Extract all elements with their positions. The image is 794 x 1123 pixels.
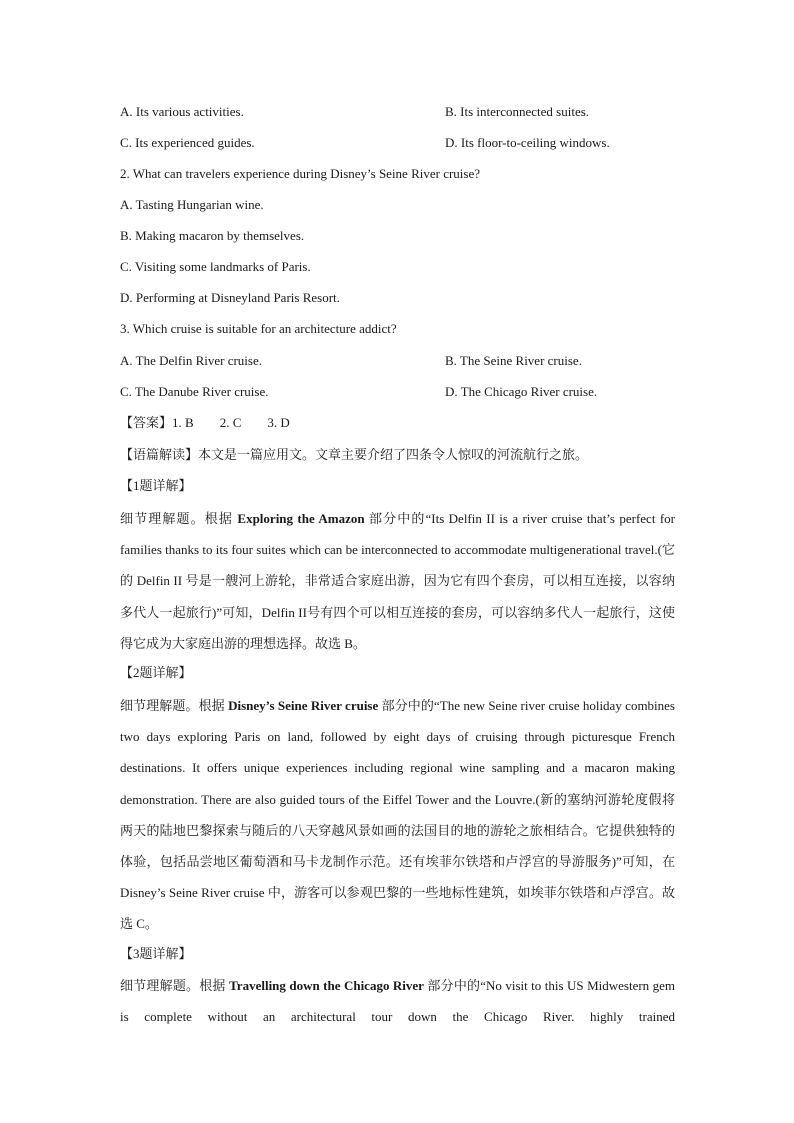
detail-1-pre: 细节理解题。根据 bbox=[120, 511, 238, 526]
detail-2-pre: 细节理解题。根据 bbox=[120, 698, 229, 713]
q3-stem: 3. Which cruise is suitable for an architecture addict? bbox=[120, 321, 397, 336]
q3-option-b: B. The Seine River cruise. bbox=[445, 353, 582, 368]
q1-option-c: C. Its experienced guides. bbox=[120, 135, 255, 150]
q1-option-b: B. Its interconnected suites. bbox=[445, 104, 590, 119]
q3-option-a: A. The Delfin River cruise. bbox=[120, 353, 262, 368]
q2-option-c: C. Visiting some landmarks of Paris. bbox=[120, 259, 311, 274]
q2-stem: 2. What can travelers experience during Disney’s Seine River cruise? bbox=[120, 166, 481, 181]
detail-1-section-name: Exploring the Amazon bbox=[237, 511, 365, 526]
q2-option-b: B. Making macaron by themselves. bbox=[120, 228, 305, 243]
detail-3-heading: 【3题详解】 bbox=[120, 946, 192, 961]
detail-2-section-name: Disney’s Seine River cruise bbox=[228, 698, 379, 713]
answer-item: 3. D bbox=[267, 415, 290, 430]
q2-option-a: A. Tasting Hungarian wine. bbox=[120, 197, 264, 212]
reading-line bbox=[120, 447, 588, 463]
q1-option-d: D. Its floor-to-ceiling windows. bbox=[445, 135, 610, 150]
q2-option-d: D. Performing at Disneyland Paris Resort. bbox=[120, 290, 340, 305]
detail-2-body: 部分中的“The new Seine river cruise holiday combines two days exploring Paris on land, followed by eight days of cruising through picturesque French destinations. It offers unique experiences including regional wine sampling and a macaron making demonstration. There are also guided tours of the Eiffel Tower and the Louvre.(新的塞纳河游轮度假将两天的陆地巴黎探索与随后的八天穿越风景如画的法国目的地的游轮之旅相结合。它提供独特的体验，包括品尝地区葡萄酒和马卡龙制作示范。还有埃菲尔铁塔和卢浮宫的导游服务)”可知，在 Disney’s Seine River cruise 中，游客可以参观巴黎的一些地标性建筑，如埃菲尔铁塔和卢浮宫。故选 C。 bbox=[120, 698, 675, 932]
reading-text: 本文是一篇应用文。文章主要介绍了四条令人惊叹的河流航行之旅。 bbox=[198, 447, 589, 462]
detail-1-paragraph bbox=[120, 503, 675, 663]
q3-option-c: C. The Danube River cruise. bbox=[120, 384, 269, 399]
q1-option-a: A. Its various activities. bbox=[120, 104, 244, 119]
detail-3-pre: 细节理解题。根据 bbox=[120, 978, 230, 993]
answer-item: 1. B bbox=[172, 415, 194, 430]
answer-item: 2. C bbox=[219, 415, 242, 430]
answer-line bbox=[120, 415, 290, 431]
detail-3-body: 部分中的“No visit to this US Midwestern gem is complete without an architectural tour down the Chicago River. highly trained bbox=[120, 978, 675, 1025]
detail-2-heading: 【2题详解】 bbox=[120, 665, 192, 680]
detail-3-paragraph bbox=[120, 970, 675, 1034]
answer-label: 【答案】 bbox=[120, 415, 173, 430]
reading-label: 【语篇解读】 bbox=[120, 447, 199, 462]
detail-1-heading: 【1题详解】 bbox=[120, 478, 192, 493]
q3-option-d: D. The Chicago River cruise. bbox=[445, 384, 598, 399]
detail-2-paragraph bbox=[120, 690, 675, 940]
detail-1-body: 部分中的“Its Delfin II is a river cruise that’s perfect for families thanks to its four suites which can be interconnected to accommodate multigenerational travel.(它的 Delfin II 号是一艘河上游轮，非常适合家庭出游，因为它有四个套房，可以相互连接，以容纳多代人一起旅行)”可知，Delfin II号有四个可以相互连接的套房，可以容纳多代人一起旅行，这使得它成为大家庭出游的理想选择。故选 B。 bbox=[120, 511, 675, 651]
detail-3-section-name: Travelling down the Chicago River bbox=[229, 978, 424, 993]
